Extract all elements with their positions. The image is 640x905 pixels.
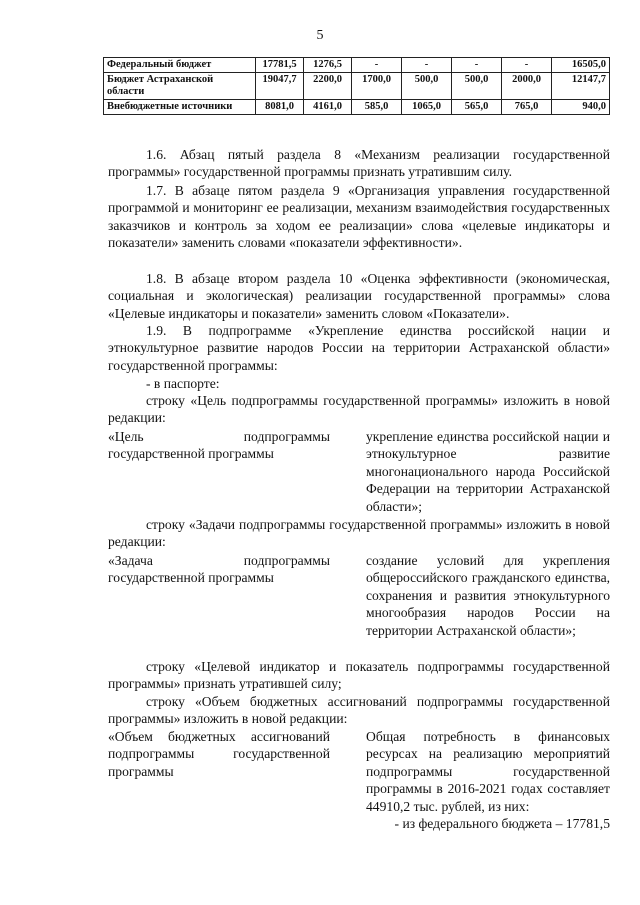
table-cell: 500,0 <box>452 73 502 100</box>
table-row <box>104 58 610 73</box>
row-label: Федеральный бюджет <box>104 58 256 73</box>
table-cell: 12147,7 <box>552 73 610 100</box>
paragraph-1-8: 1.8. В абзаце втором раздела 10 «Оценка эффективности (экономическая, социальная и экологическая) реализации государственной программы» слова «Целевые индикаторы и показатели» заменить словом «Показатели». <box>108 271 610 321</box>
page-number: 5 <box>316 28 324 43</box>
task-intro: строку «Задачи подпрограммы государственной программы» изложить в новой редакции: <box>108 517 610 550</box>
table-cell: 16505,0 <box>552 58 610 73</box>
volume-intro: строку «Объем бюджетных ассигнований подпрограммы государственной программы» изложить в новой редакции: <box>108 694 610 727</box>
table-cell: 1276,5 <box>304 58 352 73</box>
table-cell: 2000,0 <box>502 73 552 100</box>
goal-intro: строку «Цель подпрограммы государственной программы» изложить в новой редакции: <box>108 393 610 426</box>
table-cell: 1065,0 <box>402 100 452 115</box>
table-cell: 940,0 <box>552 100 610 115</box>
table-cell: 4161,0 <box>304 100 352 115</box>
table-cell: 17781,5 <box>256 58 304 73</box>
paragraph-1-6: 1.6. Абзац пятый раздела 8 «Механизм реализации государственной программы» государственной программы признать утратившим силу. <box>108 147 610 180</box>
budget-table <box>103 57 610 115</box>
table-cell: 19047,7 <box>256 73 304 100</box>
table-cell: 1700,0 <box>352 73 402 100</box>
volume-federal-line: - из федерального бюджета – 17781,5 <box>394 816 610 831</box>
volume-left-cell: «Объем бюджетных ассигнований подпрограммы государственной программы <box>108 729 330 779</box>
table-cell: - <box>502 58 552 73</box>
paragraph-1-9: 1.9. В подпрограмме «Укрепление единства российской нации и этнокультурное развитие народов России на территории Астраханской области» государственной программы: <box>108 323 610 373</box>
table-row <box>104 100 610 115</box>
volume-right-cell: Общая потребность в финансовых ресурсах на реализацию мероприятий подпрограммы государственной программы в 2016-2021 годах составляет 44910,2 тыс. рублей, из них: <box>366 729 610 814</box>
table-cell: - <box>452 58 502 73</box>
task-left-cell: «Задача подпрограммы государственной программы <box>108 553 330 586</box>
goal-left-cell: «Цель подпрограммы государственной программы <box>108 429 330 462</box>
table-cell: 565,0 <box>452 100 502 115</box>
table-row <box>104 73 610 100</box>
row-label: Бюджет Астраханской области <box>104 73 256 100</box>
goal-right-cell: укрепление единства российской нации и этнокультурное развитие многонационального народа Российской Федерации на территории Астраханской области»; <box>366 429 610 514</box>
task-right-cell: создание условий для укрепления общероссийского гражданского единства, сохранения и развития этнокультурного многообразия народов России на территории Астраханской области»; <box>366 553 610 638</box>
table-cell: 2200,0 <box>304 73 352 100</box>
row-label: Внебюджетные источники <box>104 100 256 115</box>
table-cell: 585,0 <box>352 100 402 115</box>
table-cell: 8081,0 <box>256 100 304 115</box>
paragraph-1-7: 1.7. В абзаце пятом раздела 9 «Организация управления государственной программой и мониторинг ее реализации, механизм взаимодействия государственных заказчиков и контроль за ходом ее реализации» слова «целевые индикаторы и показатели» заменить словами «показатели эффективности». <box>108 183 610 251</box>
passport-line: - в паспорте: <box>146 376 220 391</box>
table-cell: - <box>352 58 402 73</box>
table-cell: - <box>402 58 452 73</box>
table-cell: 765,0 <box>502 100 552 115</box>
table-cell: 500,0 <box>402 73 452 100</box>
indicator-paragraph: строку «Целевой индикатор и показатель подпрограммы государственной программы» признать утратившей силу; <box>108 659 610 692</box>
